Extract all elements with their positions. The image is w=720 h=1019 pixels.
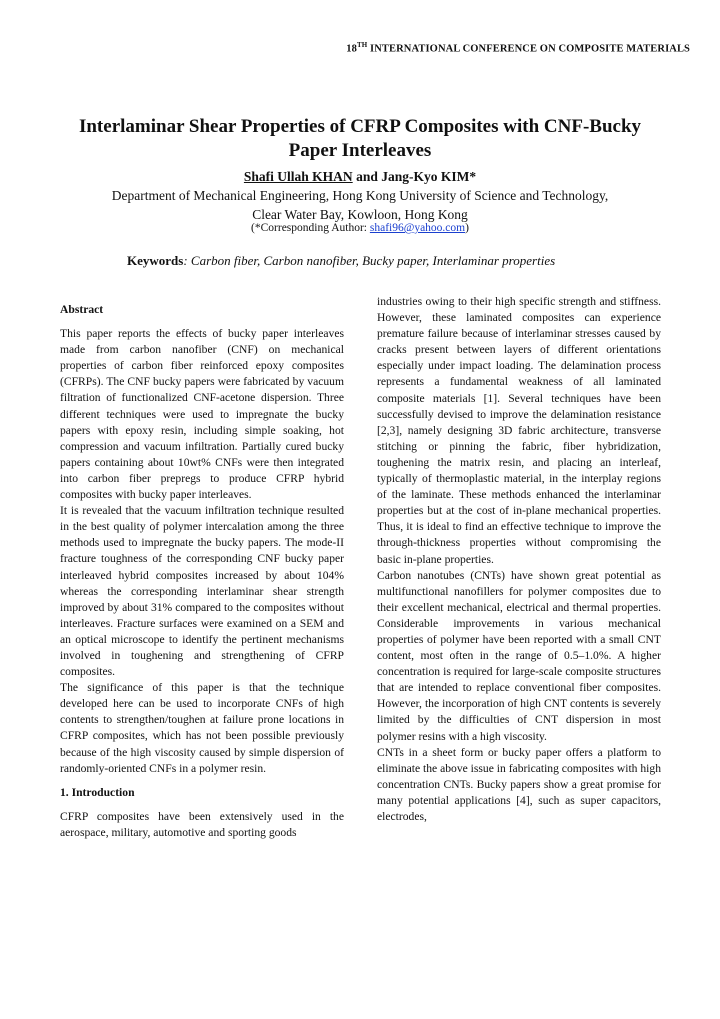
corresponding-suffix: ) <box>465 222 469 234</box>
email-link[interactable]: shafi96@yahoo.com <box>369 222 466 234</box>
introduction-paragraph: Carbon nanotubes (CNTs) have shown great potential as multifunctional nanofillers for polymer composites due to their excellent mechanical, electrical and thermal properties. Considerable improvements in various mechanical properties of polymer have been reported with a small CNT content, most often in the range of 0.5–1.0%. A higher concentration is required for large-scale composite structures that are intended to replace conventional fiber composites. However, the incorporation of high CNT contents is severely limited by the difficulties of CNT dispersion in most polymer resins with a high viscosity. <box>377 568 661 743</box>
left-column <box>60 302 344 841</box>
corresponding-author <box>60 222 660 234</box>
conference-header <box>0 41 690 55</box>
introduction-paragraph: CFRP composites have been extensively used in the aerospace, military, automotive and sporting goods <box>60 809 344 839</box>
abstract-heading: Abstract <box>60 303 104 316</box>
keywords-label: Keywords <box>127 253 184 268</box>
keywords-text: : Carbon fiber, Carbon nanofiber, Bucky paper, Interlaminar properties <box>183 253 556 268</box>
first-author: Shafi Ullah KHAN <box>243 169 353 184</box>
conference-name: INTERNATIONAL CONFERENCE ON COMPOSITE MATERIALS <box>367 43 690 55</box>
conference-superscript: TH <box>357 41 368 49</box>
corresponding-prefix: (*Corresponding Author: <box>251 222 370 234</box>
affiliation: Department of Mechanical Engineering, Hong Kong University of Science and Technology, Clear Water Bay, Kowloon, Hong Kong <box>111 188 609 222</box>
abstract-paragraph: The significance of this paper is that the technique developed here can be used to incorporate CNFs of high contents to strengthen/toughen at failure prone locations in CFRP composites, which has not been possible previously because of the high viscosity caused by simple dispersion of randomly-oriented CNFs in a polymer resin. <box>60 681 344 775</box>
introduction-paragraph: CNTs in a sheet form or bucky paper offers a platform to eliminate the above issue in fabricating composites with high concentration CNTs. Bucky papers show a great promise for many potential applications [4], such as super capacitors, electrodes, <box>377 745 661 823</box>
right-column <box>377 294 661 825</box>
keywords-line <box>127 253 680 269</box>
abstract-paragraph: It is revealed that the vacuum infiltration technique resulted in the best quality of polymer intercalation among the three methods used to impregnate the bucky papers. The mode-II fracture toughness of the corresponding CNF bucky paper interleaved hybrid composites increased by about 104% whereas the corresponding interlaminar shear strength improved by about 31% compared to the composites without interleaves. Fracture surfaces were examined on a SEM and an optical microscope to identify the pertinent mechanisms involved in toughening and strengthening of CFRP composites. <box>60 504 344 679</box>
introduction-heading: 1. Introduction <box>60 785 135 799</box>
paper-title: Interlaminar Shear Properties of CFRP Composites with CNF-Bucky Paper Interleaves <box>78 116 642 161</box>
conference-number: 18 <box>346 43 357 55</box>
abstract-paragraph: This paper reports the effects of bucky paper interleaves made from carbon nanofiber (CNF) on mechanical properties of carbon fiber reinforced epoxy composites (CFRPs). The CNF bucky papers were fabricated by vacuum filtration of functionalized CNF-acetone dispersion. Three different techniques were used to impregnate the bucky papers with epoxy resin, including simple soaking, hot compression and vacuum infiltration. Partially cured bucky papers containing about 10wt% CNFs were then integrated into carbon fiber prepregs to produce CFRP hybrid composites with bucky paper interleaves. <box>60 327 344 502</box>
author-line <box>60 169 660 185</box>
co-author: and Jang-Kyo KIM* <box>352 169 477 184</box>
introduction-paragraph: industries owing to their high specific strength and stiffness. However, these laminated composites can experience premature failure because of interlaminar stresses caused by cracks present between layers of different orientations especially under impact loading. The delamination process represents a fundamental weakness of all laminated composite materials [1]. Several techniques have been successfully devised to improve the delamination resistance [2,3], namely designing 3D fabric architecture, transverse stitching or pinning the fabric, fiber hybridization, toughening the matrix resin, and placing an interleaf, typically of thermoplastic material, in the interplay regions of the laminate. These methods enhanced the interlaminar properties but at the cost of in-plane mechanical properties. Thus, it is ideal to find an effective technique to improve the through-thickness properties without compromising the basic in-plane properties. <box>377 295 661 566</box>
